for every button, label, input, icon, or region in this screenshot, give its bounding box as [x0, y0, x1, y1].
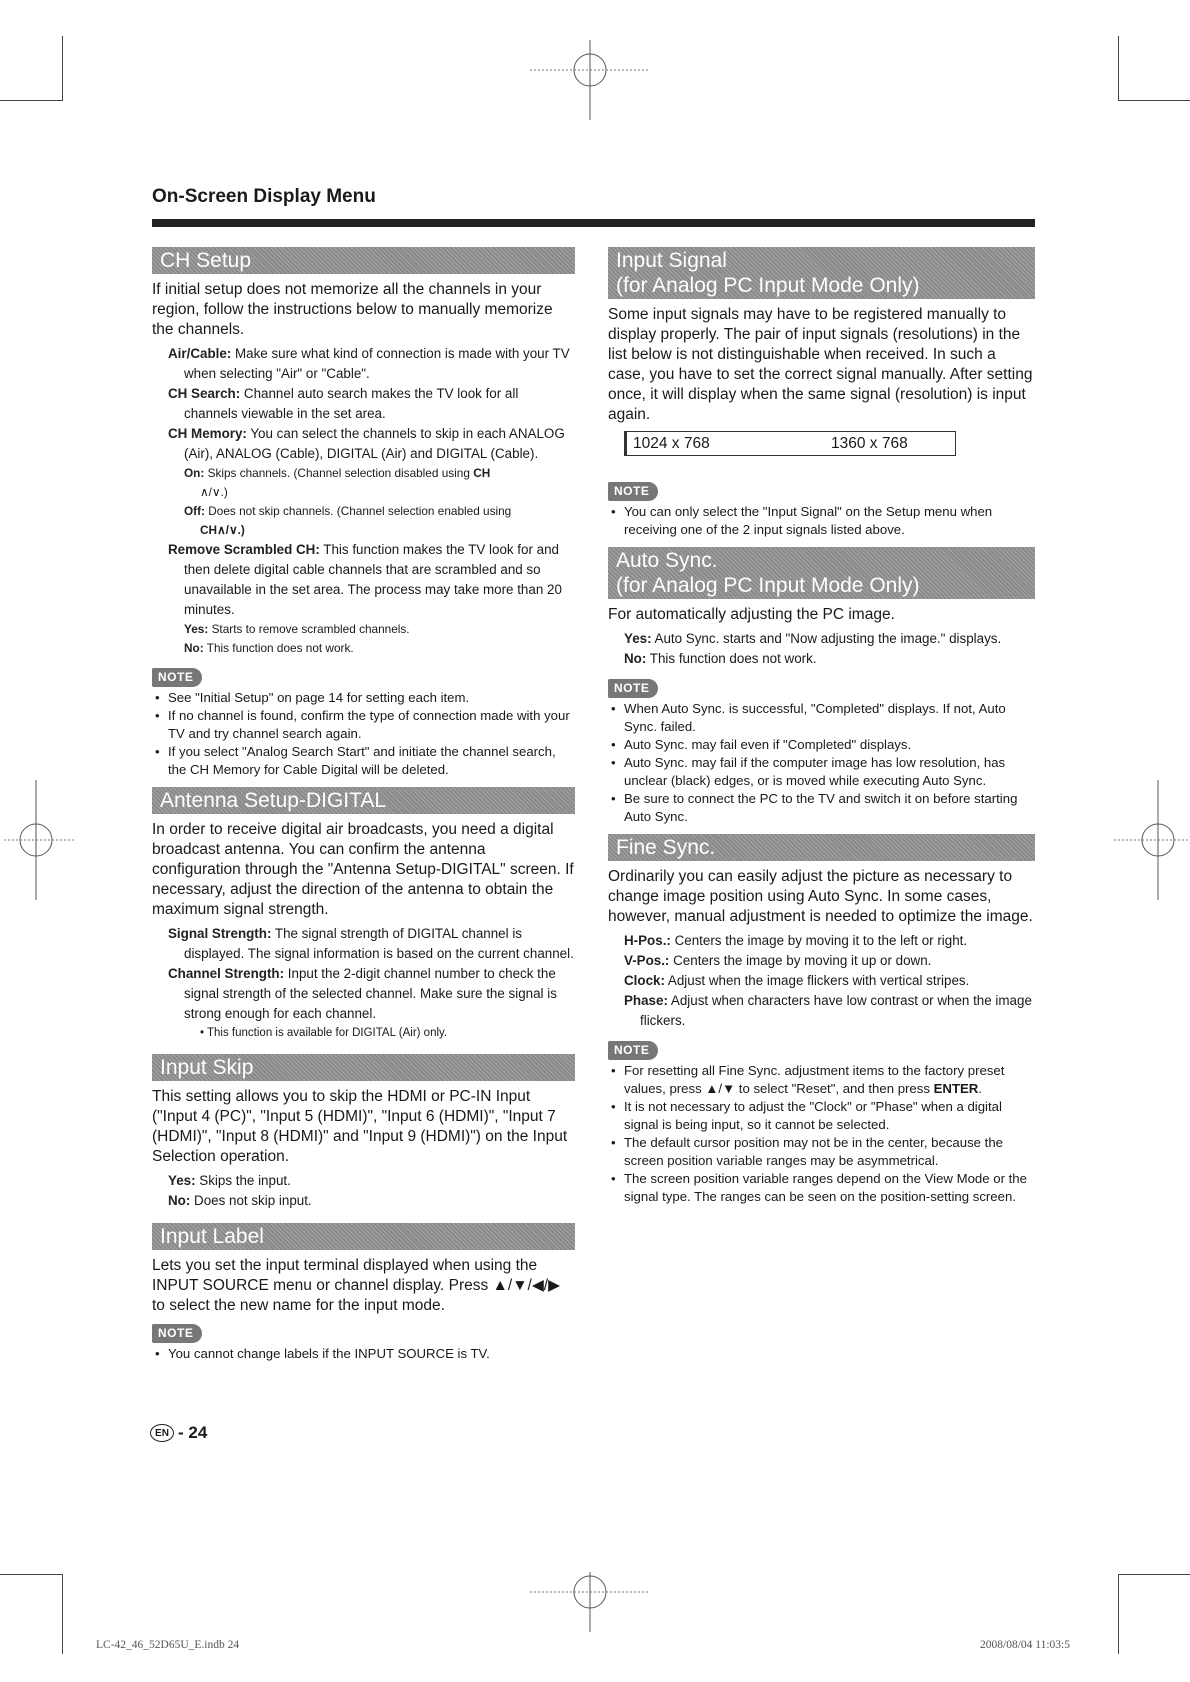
registration-mark-bottom — [530, 1572, 650, 1662]
input-signal-section — [608, 247, 1035, 539]
antenna-setup-section — [152, 787, 575, 1042]
note-item: • When Auto Sync. is successful, "Completed" displays. If not, Auto Sync. failed. — [608, 700, 1035, 736]
registration-mark-right — [1114, 780, 1190, 900]
crop-mark — [62, 36, 63, 101]
crop-mark — [0, 100, 62, 101]
antenna-setup-intro: In order to receive digital air broadcasts, you need a digital broadcast antenna. You can confirm the antenna configuration through the "Antenna Setup-DIGITAL" screen. If necessary, adjust the direction of the antenna to obtain the maximum signal strength. — [152, 821, 574, 918]
note-item: • See "Initial Setup" on page 14 for setting each item. — [152, 689, 575, 707]
crop-mark — [1118, 100, 1190, 101]
phase-item: Phase: Adjust when characters have low contrast or when the image flickers. — [624, 993, 1032, 1028]
note-item: • Auto Sync. may fail if the computer image has low resolution, has unclear (black) edges, or is moved while executing Auto Sync. — [608, 754, 1035, 790]
note-badge: NOTE — [608, 679, 658, 698]
input-skip-yes: Yes: Skips the input. — [168, 1173, 291, 1188]
page-title: On-Screen Display Menu — [152, 186, 376, 207]
page-number-text: - 24 — [178, 1423, 208, 1442]
note-item: • The default cursor position may not be in the center, because the screen position variable ranges may be asymmetrical. — [608, 1134, 1035, 1170]
auto-sync-notes — [608, 700, 1035, 826]
input-signal-intro: Some input signals may have to be registered manually to display properly. The pair of input signals (resolutions) in the list below is not distinguishable when received. In such a case, you have to set the correct signal manually. After setting once, it will display when the same signal (resolution) is input again. — [608, 306, 1033, 423]
footer-timestamp: 2008/08/04 11:03:5 — [980, 1639, 1070, 1651]
auto-sync-no: No: This function does not work. — [624, 651, 817, 666]
auto-sync-intro: For automatically adjusting the PC image. — [608, 606, 895, 623]
input-skip-section — [152, 1054, 575, 1211]
crop-mark — [1118, 1574, 1190, 1575]
input-label-heading: Input Label — [152, 1223, 575, 1250]
language-badge: EN — [150, 1424, 174, 1442]
ch-memory-off: Off: Does not skip channels. (Channel selection enabled using CH∧/∨.) — [184, 504, 512, 537]
input-skip-intro: This setting allows you to skip the HDMI or PC-IN Input ("Input 4 (PC)", "Input 5 (HDMI)", "Input 6 (HDMI)", "Input 7 (HDMI)", "Input 8 (HDMI)" and "Input 9 (HDMI)") on the Input Selection operation. — [152, 1088, 568, 1165]
note-item: • You can only select the "Input Signal" on the Setup menu when receiving one of the 2 input signals listed above. — [608, 503, 1035, 539]
crop-mark — [0, 1574, 62, 1575]
input-label-notes — [152, 1345, 575, 1363]
fine-sync-notes — [608, 1062, 1035, 1206]
auto-sync-yes: Yes: Auto Sync. starts and "Now adjusting the image." displays. — [624, 631, 1002, 646]
fine-sync-section — [608, 834, 1035, 1206]
auto-sync-section — [608, 547, 1035, 826]
crop-mark — [62, 1574, 63, 1654]
note-item: • If you select "Analog Search Start" and initiate the channel search, the CH Memory for Cable Digital will be deleted. — [152, 743, 575, 779]
ch-setup-intro: If initial setup does not memorize all the channels in your region, follow the instructions below to manually memorize the channels. — [152, 281, 553, 338]
note-badge: NOTE — [152, 668, 202, 687]
h-pos-item: H-Pos.: Centers the image by moving it to the left or right. — [624, 933, 968, 948]
input-label-section — [152, 1223, 575, 1363]
ch-setup-heading: CH Setup — [152, 247, 575, 274]
note-item: • If no channel is found, confirm the type of connection made with your TV and try channel search again. — [152, 707, 575, 743]
note-item: • You cannot change labels if the INPUT SOURCE is TV. — [152, 1345, 575, 1363]
auto-sync-heading: Auto Sync. (for Analog PC Input Mode Only) — [608, 547, 1035, 599]
input-signal-heading: Input Signal (for Analog PC Input Mode Only) — [608, 247, 1035, 299]
antenna-bullet: • This function is available for DIGITAL (Air) only. — [200, 1027, 448, 1039]
resolution-table — [624, 431, 956, 456]
right-column — [608, 247, 1035, 1214]
note-item: • Auto Sync. may fail even if "Completed" displays. — [608, 736, 1035, 754]
remove-scrambled-yes: Yes: Starts to remove scrambled channels. — [184, 622, 410, 636]
ch-memory-on: On: Skips channels. (Channel selection disabled using CH ∧/∨.) — [184, 466, 491, 499]
antenna-setup-heading: Antenna Setup-DIGITAL — [152, 787, 575, 814]
page-number — [150, 1423, 207, 1443]
v-pos-item: V-Pos.: Centers the image by moving it up or down. — [624, 953, 932, 968]
crop-mark — [1118, 36, 1119, 101]
input-label-intro: Lets you set the input terminal displayed when using the INPUT SOURCE menu or channel display. Press ▲/▼/◀/▶ to select the new name for the input mode. — [152, 1257, 560, 1314]
note-badge: NOTE — [608, 1041, 658, 1060]
remove-scrambled-item: Remove Scrambled CH: This function makes the TV look for and then delete digital cable channels that are scrambled and so unavailable in the set area. The process may take more than 20 minutes. — [168, 542, 562, 617]
ch-setup-section — [152, 247, 575, 779]
ch-setup-notes — [152, 689, 575, 779]
air-cable-item: Air/Cable: Make sure what kind of connection is made with your TV when selecting "Air" or "Cable". — [168, 346, 570, 381]
registration-mark-left — [4, 780, 74, 900]
note-badge: NOTE — [152, 1324, 202, 1343]
input-skip-no: No: Does not skip input. — [168, 1193, 312, 1208]
note-item: • For resetting all Fine Sync. adjustment items to the factory preset values, press ▲/▼ to select "Reset", and then press ENTER. — [608, 1062, 1035, 1098]
fine-sync-intro: Ordinarily you can easily adjust the picture as necessary to change image position using Auto Sync. In some cases, however, manual adjustment is needed to optimize the image. — [608, 868, 1033, 925]
ch-memory-item: CH Memory: You can select the channels to skip in each ANALOG (Air), ANALOG (Cable), DIGITAL (Air) and DIGITAL (Cable). — [168, 426, 565, 461]
remove-scrambled-no: No: This function does not work. — [184, 641, 354, 655]
crop-mark — [1118, 1574, 1119, 1654]
input-signal-notes — [608, 503, 1035, 539]
registration-mark-top — [530, 40, 650, 130]
left-column — [152, 247, 575, 1371]
resolution-1360: 1360 x 768 — [831, 434, 908, 452]
signal-strength-item: Signal Strength: The signal strength of DIGITAL channel is displayed. The signal information is based on the current channel. — [168, 926, 574, 961]
note-item: • It is not necessary to adjust the "Clock" or "Phase" when a digital signal is being input, so it cannot be selected. — [608, 1098, 1035, 1134]
footer-filename: LC-42_46_52D65U_E.indb 24 — [96, 1639, 240, 1651]
clock-item: Clock: Adjust when the image flickers with vertical stripes. — [624, 973, 970, 988]
note-item: • The screen position variable ranges depend on the View Mode or the signal type. The ranges can be seen on the position-setting screen. — [608, 1170, 1035, 1206]
ch-search-item: CH Search: Channel auto search makes the TV look for all channels viewable in the set area. — [168, 386, 519, 421]
title-rule — [152, 219, 1035, 227]
channel-strength-item: Channel Strength: Input the 2-digit channel number to check the signal strength of the selected channel. Make sure the signal is strong enough for each channel. — [168, 966, 557, 1021]
input-skip-heading: Input Skip — [152, 1054, 575, 1081]
fine-sync-heading: Fine Sync. — [608, 834, 1035, 861]
note-item: • Be sure to connect the PC to the TV and switch it on before starting Auto Sync. — [608, 790, 1035, 826]
resolution-1024: 1024 x 768 — [633, 434, 710, 452]
note-badge: NOTE — [608, 482, 658, 501]
